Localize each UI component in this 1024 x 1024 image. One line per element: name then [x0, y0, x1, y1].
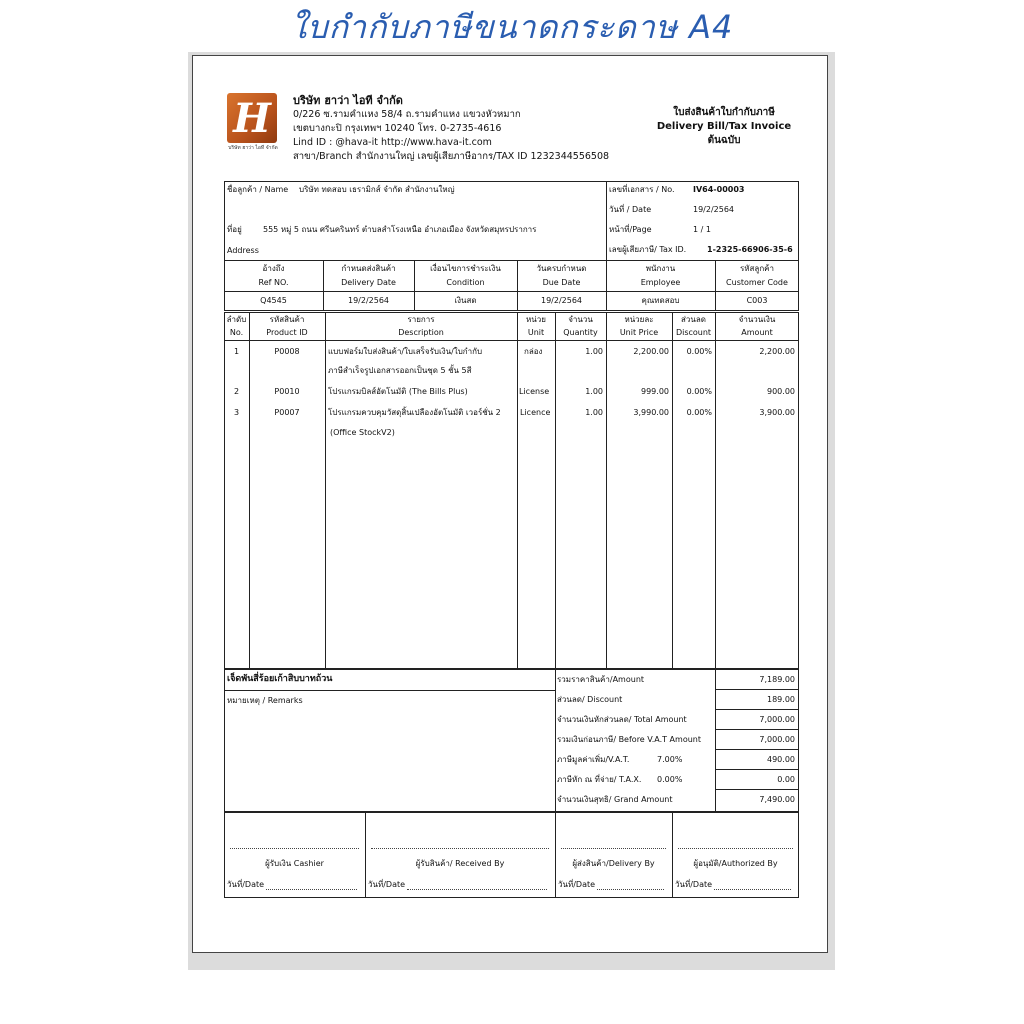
ref-value: 19/2/2564	[347, 296, 390, 305]
signature-date-line	[407, 889, 547, 890]
item-unit-price: 2,200.00	[633, 347, 669, 356]
item-quantity: 1.00	[585, 387, 603, 396]
total-label: รวมราคาสินค้า/Amount	[557, 675, 645, 684]
items-col-line	[715, 312, 716, 669]
company-info	[293, 94, 609, 164]
total-label: ส่วนลด/ Discount	[557, 695, 623, 704]
items-header-th: หน่วย	[526, 315, 546, 324]
item-quantity: 1.00	[585, 347, 603, 356]
company-name: บริษัท ฮาว่า ไอที จำกัด	[293, 94, 403, 107]
customer-divider	[606, 181, 607, 261]
items-col-line	[325, 312, 326, 669]
ref-header-en: Condition	[446, 278, 485, 287]
signature-col-line	[555, 812, 556, 898]
signature-line	[561, 848, 666, 849]
company-address-1: 0/226 ซ.รามคำแหง 58/4 ถ.รามคำแหง แขวงหัวหมาก	[293, 109, 521, 120]
item-unit: License	[519, 387, 550, 396]
signature-col-line	[365, 812, 366, 898]
customer-address-label-en: Address	[227, 246, 259, 255]
total-row-line	[715, 709, 799, 710]
items-col-line	[555, 312, 556, 669]
items-header-en: No.	[229, 328, 244, 337]
items-header-en: Unit	[527, 328, 545, 337]
ref-header-th: พนักงาน	[645, 264, 676, 273]
items-col-line	[672, 312, 673, 669]
item-description: โปรแกรมบิลส์อัตโนมัติ (The Bills Plus)	[328, 387, 468, 396]
signature-line	[678, 848, 793, 849]
items-header-en: Unit Price	[619, 328, 659, 337]
total-row-line	[715, 769, 799, 770]
invoice-sheet	[192, 55, 828, 953]
total-value: 7,000.00	[759, 735, 795, 744]
ref-header-th: รหัสลูกค้า	[739, 264, 775, 273]
signature-line	[230, 848, 359, 849]
item-unit-price: 3,990.00	[633, 408, 669, 417]
doc-date-value: 19/2/2564	[693, 205, 735, 214]
items-header-th: จำนวน	[568, 315, 593, 324]
item-description-2: (Office StockV2)	[330, 428, 395, 437]
items-header-th: รหัสสินค้า	[269, 315, 305, 324]
company-logo	[227, 93, 277, 143]
ref-header-en: Due Date	[542, 278, 581, 287]
total-rate: 0.00%	[657, 775, 683, 784]
doc-tax-label: เลขผู้เสียภาษี/ Tax ID.	[609, 245, 687, 254]
reference-row-divider	[224, 291, 799, 292]
item-amount: 2,200.00	[759, 347, 795, 356]
item-discount: 0.00%	[686, 387, 712, 396]
total-row-line	[715, 729, 799, 730]
items-header-en: Amount	[741, 328, 773, 337]
customer-name-value: บริษัท ทดสอบ เธรามิกส์ จำกัด สำนักงานใหญ่	[299, 185, 455, 194]
ref-header-en: Delivery Date	[341, 278, 396, 287]
item-amount: 3,900.00	[759, 408, 795, 417]
ref-value: C003	[746, 296, 768, 305]
total-value: 7,189.00	[759, 675, 795, 684]
doc-tax-value: 1-2325-66906-35-6	[707, 245, 793, 254]
signature-date-label: วันที่/Date	[227, 880, 265, 889]
logo-h-mark: H	[233, 95, 271, 142]
company-address-2: เขตบางกะปิ กรุงเทพฯ 10240 โทร. 0-2735-4616	[293, 123, 502, 134]
items-header-en: Quantity	[563, 328, 598, 337]
signature-box	[224, 812, 799, 898]
total-value: 0.00	[777, 775, 795, 784]
items-header-en: Discount	[675, 328, 712, 337]
signature-date-label: วันที่/Date	[675, 880, 713, 889]
signature-date-line	[266, 889, 357, 890]
items-col-line	[517, 312, 518, 669]
signature-date-line	[597, 889, 664, 890]
doc-title-th: ใบส่งสินค้าใบกำกับภาษี	[673, 107, 775, 118]
ref-header-th: กำหนดส่งสินค้า	[341, 264, 396, 273]
item-description: แบบฟอร์มใบส่งสินค้า/ใบเสร็จรับเงิน/ใบกำกับ	[328, 347, 483, 356]
totals-divider	[555, 669, 556, 812]
doc-page-label: หน้าที่/Page	[609, 225, 652, 234]
items-header-th: ลำดับ	[226, 315, 247, 324]
total-row-line	[715, 689, 799, 690]
total-label: รวมเงินก่อนภาษี/ Before V.A.T Amount	[557, 735, 701, 744]
company-branch: สาขา/Branch สำนักงานใหญ่ เลขผู้เสียภาษีอากร/TAX ID 1232344556508	[293, 151, 610, 162]
item-no: 1	[233, 347, 240, 356]
document-title	[649, 106, 799, 148]
signature-line	[371, 848, 549, 849]
items-col-line	[249, 312, 250, 669]
ref-header-th: อ้างถึง	[262, 264, 285, 273]
ref-header-th: วันครบกำหนด	[536, 264, 587, 273]
signature-label: ผู้รับเงิน Cashier	[265, 859, 324, 868]
amount-in-words: เจ็ดพันสี่ร้อยเก้าสิบบาทถ้วน	[227, 674, 333, 684]
item-description-2: ภาษีสำเร็จรูปเอกสารออกเป็นชุด 5 ชั้น 5สี	[328, 366, 472, 375]
doc-title-copy: ต้นฉบับ	[707, 135, 741, 146]
ref-header-en: Ref NO.	[258, 278, 289, 287]
total-row-line	[715, 749, 799, 750]
item-discount: 0.00%	[686, 347, 712, 356]
signature-date-line	[714, 889, 791, 890]
ref-value: คุณทดสอบ	[641, 296, 680, 305]
items-header-th: หน่วยละ	[624, 315, 654, 324]
item-discount: 0.00%	[686, 408, 712, 417]
signature-col-line	[672, 812, 673, 898]
item-product-id: P0010	[274, 387, 300, 396]
doc-date-label: วันที่ / Date	[609, 205, 652, 214]
total-rate: 7.00%	[657, 755, 683, 764]
total-value: 7,000.00	[759, 715, 795, 724]
item-description: โปรแกรมควบคุมวัสดุสิ้นเปลืองอัตโนมัติ เวอร์ชั่น 2	[328, 408, 501, 417]
doc-page-value: 1 / 1	[693, 225, 711, 234]
company-contact: Lind ID : @hava-it http://www.hava-it.com	[293, 137, 492, 148]
item-quantity: 1.00	[585, 408, 603, 417]
doc-no-value: IV64-00003	[693, 185, 745, 194]
page-banner: ใบกำกับภาษีขนาดกระดาษ A4	[290, 8, 734, 46]
logo-caption: บริษัท ฮาว่า ไอที จำกัด	[228, 145, 278, 151]
total-label: จำนวนเงินหักส่วนลด/ Total Amount	[557, 715, 687, 724]
doc-title-en: Delivery Bill/Tax Invoice	[656, 121, 792, 132]
items-header-en: Product ID	[266, 328, 308, 337]
total-label: จำนวนเงินสุทธิ/ Grand Amount	[557, 795, 673, 804]
item-no: 3	[233, 408, 240, 417]
total-value: 189.00	[767, 695, 795, 704]
signature-date-label: วันที่/Date	[368, 880, 406, 889]
items-table	[224, 312, 799, 669]
item-unit: Licence	[520, 408, 551, 417]
items-header-en: Description	[398, 328, 444, 337]
ref-value: Q4545	[260, 296, 287, 305]
remarks-label: หมายเหตุ / Remarks	[227, 696, 303, 705]
items-header-th: จำนวนเงิน	[738, 315, 776, 324]
items-header-divider	[224, 340, 799, 341]
items-header-th: รายการ	[407, 315, 435, 324]
customer-address-value: 555 หมู่ 5 ถนน ศรีนครินทร์ ตำบลสำโรงเหนือ อำเภอเมือง จังหวัดสมุทรปราการ	[263, 225, 537, 234]
total-row-line	[715, 789, 799, 790]
signature-label: ผู้อนุมัติ/Authorized By	[693, 859, 778, 868]
ref-header-en: Customer Code	[726, 278, 788, 287]
signature-label: ผู้ส่งสินค้า/Delivery By	[572, 859, 655, 868]
item-unit-price: 999.00	[641, 387, 669, 396]
item-product-id: P0007	[274, 408, 300, 417]
ref-value: เงินสด	[454, 296, 477, 305]
item-product-id: P0008	[274, 347, 300, 356]
text-amount-divider	[224, 690, 555, 691]
signature-label: ผู้รับสินค้า/ Received By	[415, 859, 505, 868]
ref-header-en: Employee	[640, 278, 681, 287]
customer-name-label: ชื่อลูกค้า / Name	[227, 185, 289, 194]
items-col-line	[606, 312, 607, 669]
customer-address-label: ที่อยู่	[227, 225, 242, 234]
doc-no-label: เลขที่เอกสาร / No.	[609, 185, 675, 194]
ref-header-th: เงื่อนไขการชำระเงิน	[430, 264, 501, 273]
item-amount: 900.00	[767, 387, 795, 396]
item-unit: กล่อง	[524, 347, 543, 356]
ref-value: 19/2/2564	[540, 296, 583, 305]
signature-date-label: วันที่/Date	[558, 880, 596, 889]
total-label: ภาษีหัก ณ ที่จ่าย/ T.A.X.	[557, 775, 642, 784]
total-label: ภาษีมูลค่าเพิ่ม/V.A.T.	[557, 755, 630, 764]
items-header-th: ส่วนลด	[681, 315, 706, 324]
total-value: 7,490.00	[759, 795, 795, 804]
item-no: 2	[233, 387, 240, 396]
total-value: 490.00	[767, 755, 795, 764]
